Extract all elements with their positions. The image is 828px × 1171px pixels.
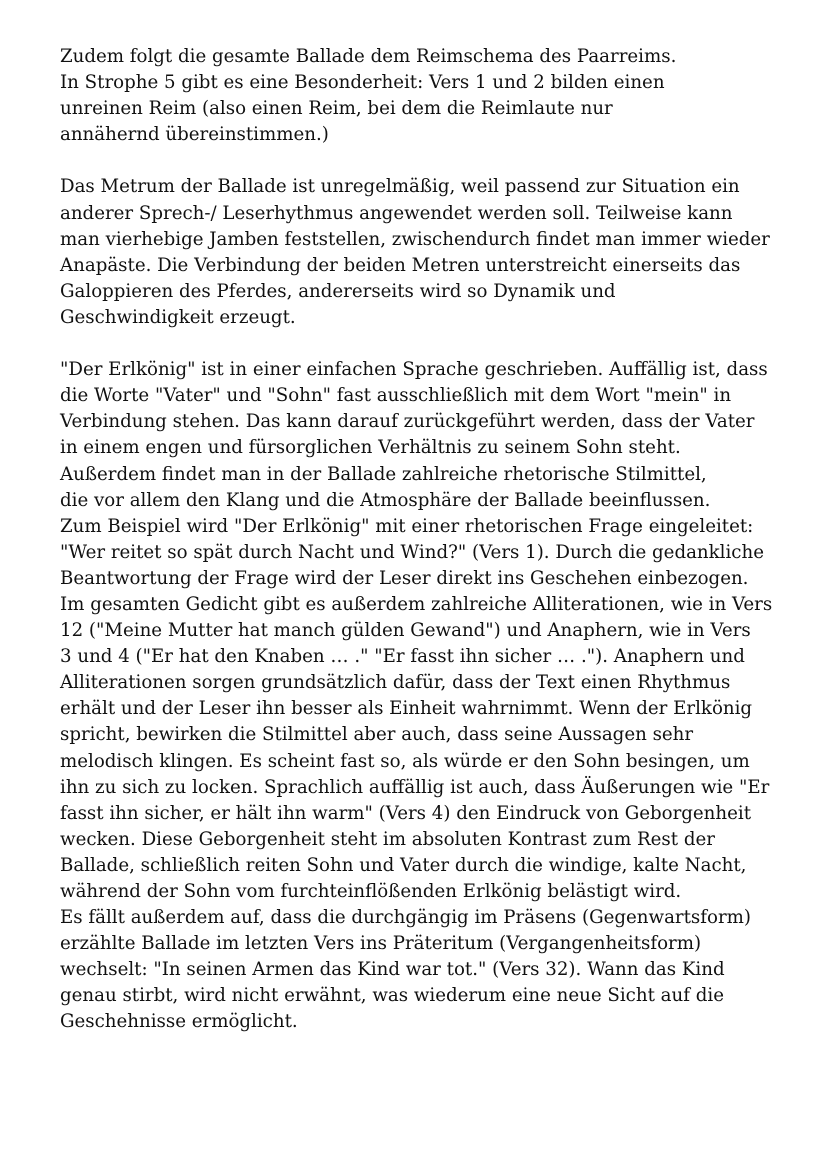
- text-line: Beantwortung der Frage wird der Leser direkt ins Geschehen einbezogen.: [60, 567, 749, 589]
- text-line: die Worte "Vater" und "Sohn" fast ausschließlich mit dem Wort "mein" in: [60, 385, 732, 407]
- text-line: man vierhebige Jamben feststellen, zwischendurch findet man immer wieder: [60, 228, 770, 250]
- text-line: spricht, bewirken die Stilmittel aber auch, dass seine Aussagen sehr: [60, 724, 694, 746]
- text-line: Geschwindigkeit erzeugt.: [60, 306, 296, 328]
- text-line: "Wer reitet so spät durch Nacht und Wind?" (Vers 1). Durch die gedankliche: [60, 541, 764, 563]
- text-line: anderer Sprech-/ Leserhythmus angewendet werden soll. Teilweise kann: [60, 202, 733, 224]
- text-line: "Der Erlkönig" ist in einer einfachen Sprache geschrieben. Auffällig ist, dass: [60, 359, 768, 381]
- text-line: ihn zu sich zu locken. Sprachlich auffällig ist auch, dass Äußerungen wie "Er: [60, 776, 770, 798]
- text-line: Zum Beispiel wird "Der Erlkönig" mit einer rhetorischen Frage eingeleitet:: [60, 515, 754, 537]
- text-line: unreinen Reim (also einen Reim, bei dem die Reimlaute nur: [60, 98, 613, 120]
- paragraph-metre: [60, 174, 800, 331]
- text-line: Außerdem findet man in der Ballade zahlreiche rhetorische Stilmittel,: [60, 463, 707, 485]
- text-line: annähernd übereinstimmen.): [60, 124, 329, 146]
- text-line: 12 ("Meine Mutter hat manch gülden Gewand") und Anaphern, wie in Vers: [60, 620, 751, 642]
- document-page: [60, 44, 800, 1062]
- text-line: in einem engen und fürsorglichen Verhältnis zu seinem Sohn steht.: [60, 437, 681, 459]
- text-line: genau stirbt, wird nicht erwähnt, was wiederum eine neue Sicht auf die: [60, 985, 724, 1007]
- text-line: Ballade, schließlich reiten Sohn und Vater durch die windige, kalte Nacht,: [60, 854, 747, 876]
- paragraph-rhyme-scheme: [60, 44, 800, 148]
- text-line: Anapäste. Die Verbindung der beiden Metren unterstreicht einerseits das: [60, 254, 741, 276]
- text-line: Es fällt außerdem auf, dass die durchgängig im Präsens (Gegenwartsform): [60, 907, 751, 929]
- text-line: Alliterationen sorgen grundsätzlich dafür, dass der Text einen Rhythmus: [60, 672, 731, 694]
- text-line: erhält und der Leser ihn besser als Einheit wahrnimmt. Wenn der Erlkönig: [60, 698, 753, 720]
- text-line: Geschehnisse ermöglicht.: [60, 1011, 298, 1033]
- text-line: fasst ihn sicher, er hält ihn warm" (Vers 4) den Eindruck von Geborgenheit: [60, 802, 751, 824]
- paragraph-language: [60, 357, 800, 1035]
- text-line: Verbindung stehen. Das kann darauf zurückgeführt werden, dass der Vater: [60, 411, 755, 433]
- text-line: Zudem folgt die gesamte Ballade dem Reimschema des Paarreims.: [60, 46, 677, 67]
- text-line: wechselt: "In seinen Armen das Kind war tot." (Vers 32). Wann das Kind: [60, 959, 725, 981]
- text-line: melodisch klingen. Es scheint fast so, als würde er den Sohn besingen, um: [60, 750, 750, 772]
- text-line: während der Sohn vom furchteinflößenden Erlkönig belästigt wird.: [60, 881, 682, 902]
- text-line: erzählte Ballade im letzten Vers ins Präteritum (Vergangenheitsform): [60, 933, 702, 955]
- text-line: Galoppieren des Pferdes, andererseits wird so Dynamik und: [60, 280, 616, 302]
- text-line: Im gesamten Gedicht gibt es außerdem zahlreiche Alliterationen, wie in Vers: [60, 593, 773, 615]
- text-line: wecken. Diese Geborgenheit steht im absoluten Kontrast zum Rest der: [60, 828, 715, 850]
- text-line: Das Metrum der Ballade ist unregelmäßig, weil passend zur Situation ein: [60, 176, 740, 198]
- text-line: die vor allem den Klang und die Atmosphäre der Ballade beeinflussen.: [60, 489, 711, 511]
- text-line: 3 und 4 ("Er hat den Knaben … ." "Er fasst ihn sicher … ."). Anaphern und: [60, 646, 745, 668]
- text-line: In Strophe 5 gibt es eine Besonderheit: Vers 1 und 2 bilden einen: [60, 72, 665, 94]
